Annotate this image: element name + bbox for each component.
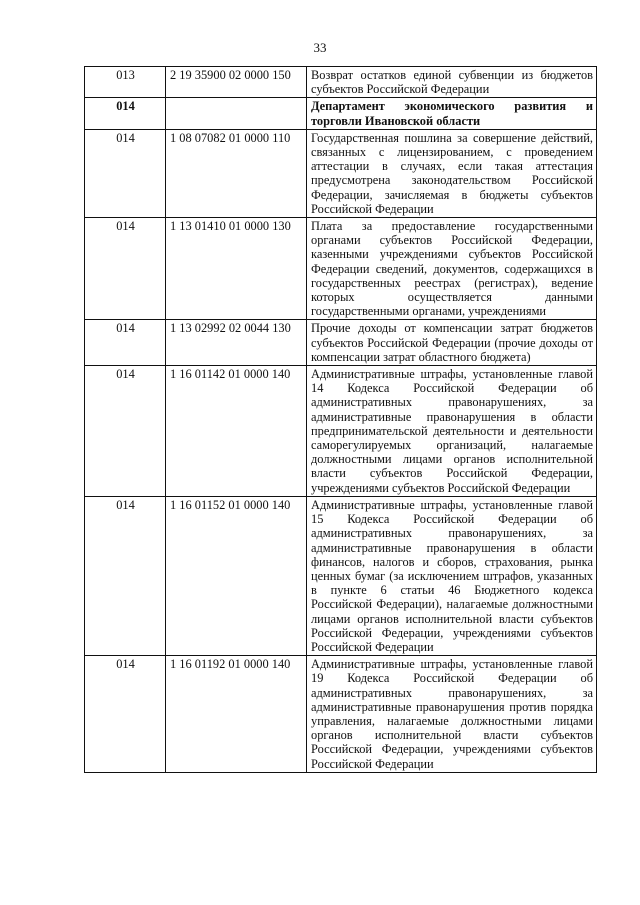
description-cell: Административные штрафы, установленные главой 15 Кодекса Российской Федерации об административных правонарушениях, за административные правонарушения в области финансов, налогов и сборов, страхования, рынка ценных бумаг (за исключением штрафов, указанных в пункте 6 статьи 46 Бюджетного кодекса Российской Федерации), налагаемые должностными лицами органов исполнительной власти субъектов Российской Федерации, учреждениями субъектов Российской Федерации [307, 496, 597, 655]
admin-code-cell: 014 [85, 129, 166, 217]
description-cell: Прочие доходы от компенсации затрат бюджетов субъектов Российской Федерации (прочие доходы от компенсации затрат областного бюджета) [307, 320, 597, 366]
description-cell: Административные штрафы, установленные главой 19 Кодекса Российской Федерации об административных правонарушениях, за административные правонарушения против порядка управления, налагаемые должностными лицами органов исполнительной власти субъектов Российской Федерации, учреждениями субъектов Российской Федерации [307, 656, 597, 773]
table-row [85, 496, 597, 655]
table-row [85, 366, 597, 497]
table-row [85, 656, 597, 773]
admin-code-cell: 014 [85, 218, 166, 320]
admin-code-cell: 013 [85, 67, 166, 98]
table-row [85, 218, 597, 320]
description-cell: Государственная пошлина за совершение действий, связанных с лицензированием, с проведением аттестации в случаях, если такая аттестация предусмотрена законодательством Российской Федерации, зачисляемая в бюджеты субъектов Российской Федерации [307, 129, 597, 217]
department-name-cell: Департамент экономического развития и торговли Ивановской области [307, 98, 597, 129]
admin-code-cell: 014 [85, 366, 166, 497]
kbk-code-cell: 2 19 35900 02 0000 150 [166, 67, 307, 98]
table-row [85, 129, 597, 217]
kbk-code-cell [166, 98, 307, 129]
kbk-code-cell: 1 16 01142 01 0000 140 [166, 366, 307, 497]
table-row [85, 67, 597, 98]
budget-classification-table [84, 66, 597, 773]
table-body [85, 67, 597, 773]
admin-code-cell: 014 [85, 496, 166, 655]
description-cell: Административные штрафы, установленные главой 14 Кодекса Российской Федерации об административных правонарушениях, за административные правонарушения в области предпринимательской деятельности и деятельности саморегулируемых организаций, налагаемые должностными лицами органов исполнительной власти субъектов Российской Федерации, учреждениями субъектов Российской Федерации [307, 366, 597, 497]
description-cell: Плата за предоставление государственными органами субъектов Российской Федерации, казенными учреждениями субъектов Российской Федерации сведений, документов, содержащихся в государственных реестрах (регистрах), ведение которых осуществляется данными государственными органами, учреждениями [307, 218, 597, 320]
kbk-code-cell: 1 16 01152 01 0000 140 [166, 496, 307, 655]
kbk-code-cell: 1 13 01410 01 0000 130 [166, 218, 307, 320]
kbk-code-cell: 1 13 02992 02 0044 130 [166, 320, 307, 366]
table-row-department-header [85, 98, 597, 129]
kbk-code-cell: 1 08 07082 01 0000 110 [166, 129, 307, 217]
admin-code-cell: 014 [85, 656, 166, 773]
kbk-code-cell: 1 16 01192 01 0000 140 [166, 656, 307, 773]
page-number: 33 [313, 40, 327, 55]
description-cell: Возврат остатков единой субвенции из бюджетов субъектов Российской Федерации [307, 67, 597, 98]
admin-code-cell: 014 [85, 320, 166, 366]
admin-code-cell: 014 [85, 98, 166, 129]
table-row [85, 320, 597, 366]
